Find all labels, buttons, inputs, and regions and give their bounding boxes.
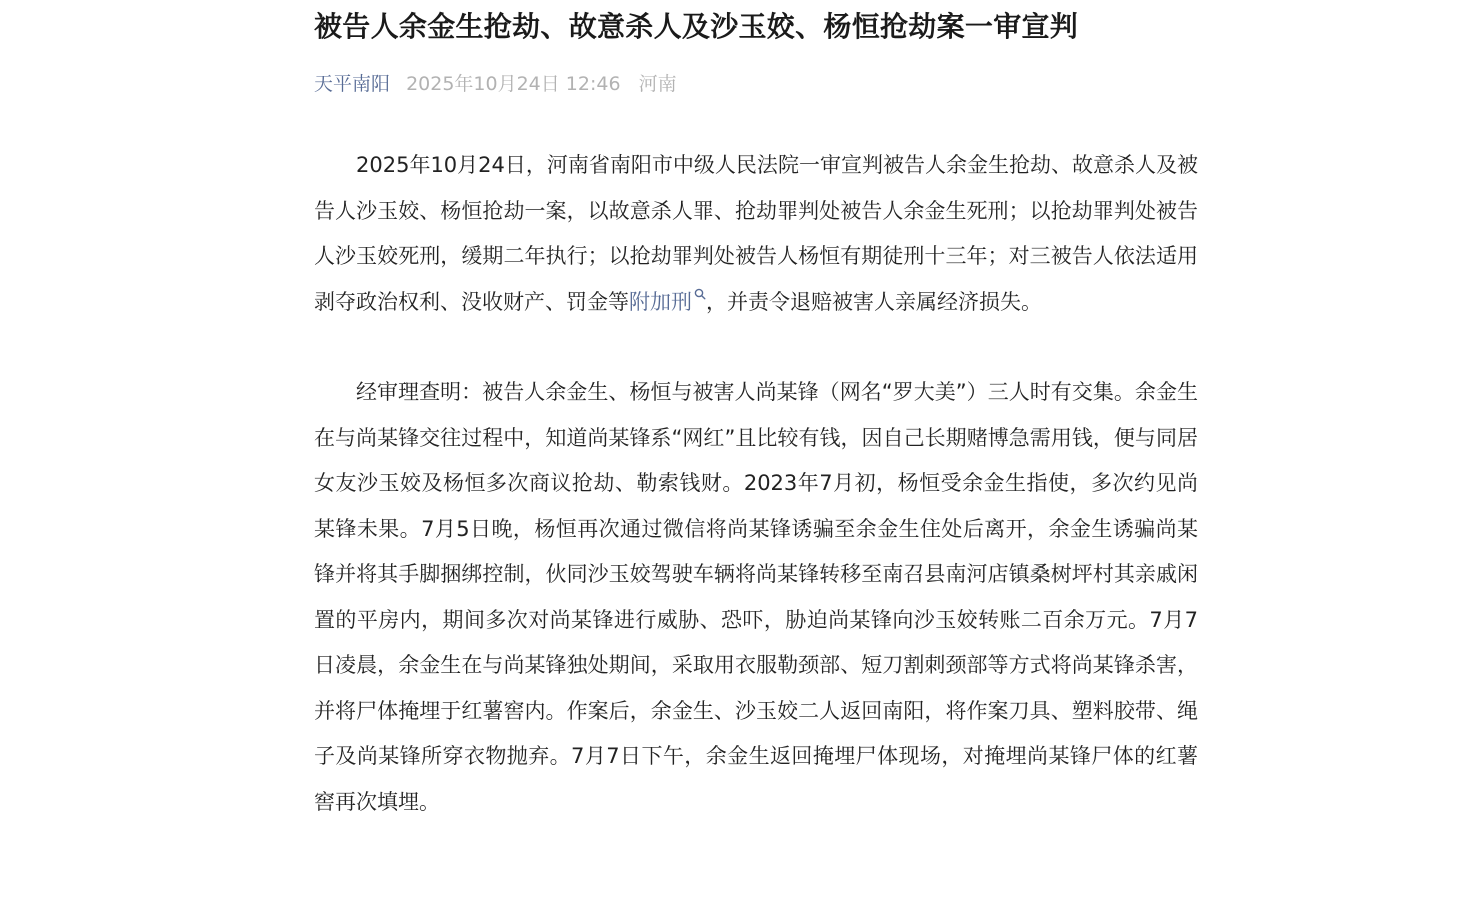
article	[314, 0, 1198, 825]
article-meta	[314, 71, 1198, 97]
account-name-link[interactable]: 天平南阳	[314, 73, 391, 95]
keyword-search-label: 附加刑	[629, 289, 692, 314]
paragraph-verdict	[314, 143, 1198, 325]
keyword-search-link[interactable]	[629, 290, 706, 314]
publish-datetime: 2025年10月24日 12:46	[406, 73, 621, 95]
paragraph-facts: 经审理查明：被告人余金生、杨恒与被害人尚某锋（网名“罗大美”）三人时有交集。余金生在与尚某锋交往过程中，知道尚某锋系“网红”且比较有钱，因自己长期赌博急需用钱，便与同居女友沙玉姣及杨恒多次商议抢劫、勒索钱财。2023年7月初，杨恒受余金生指使，多次约见尚某锋未果。7月5日晚，杨恒再次通过微信将尚某锋诱骗至余金生住处后离开，余金生诱骗尚某锋并将其手脚捆绑控制，伙同沙玉姣驾驶车辆将尚某锋转移至南召县南河店镇桑树坪村其亲戚闲置的平房内，期间多次对尚某锋进行威胁、恐吓，胁迫尚某锋向沙玉姣转账二百余万元。7月7日凌晨，余金生在与尚某锋独处期间，采取用衣服勒颈部、短刀割刺颈部等方式将尚某锋杀害，并将尸体掩埋于红薯窖内。作案后，余金生、沙玉姣二人返回南阳，将作案刀具、塑料胶带、绳子及尚某锋所穿衣物抛弃。7月7日下午，余金生返回掩埋尸体现场，对掩埋尚某锋尸体的红薯窖再次填埋。	[314, 380, 1198, 814]
article-body	[314, 143, 1198, 825]
search-icon	[694, 288, 706, 300]
article-title: 被告人余金生抢劫、故意杀人及沙玉姣、杨恒抢劫案一审宣判	[314, 10, 1079, 43]
publish-location: 河南	[638, 73, 677, 95]
paragraph-verdict-text-end: ，并责令退赔被害人亲属经济损失。	[706, 289, 1042, 314]
paragraph-verdict-text: 2025年10月24日，河南省南阳市中级人民法院一审宣判被告人余金生抢劫、故意杀人及被告人沙玉姣、杨恒抢劫一案，以故意杀人罪、抢劫罪判处被告人余金生死刑；以抢劫罪判处被告人沙玉姣死刑，缓期二年执行；以抢劫罪判处被告人杨恒有期徒刑十三年；对三被告人依法适用剥夺政治权利、没收财产、罚金等	[314, 153, 1198, 314]
